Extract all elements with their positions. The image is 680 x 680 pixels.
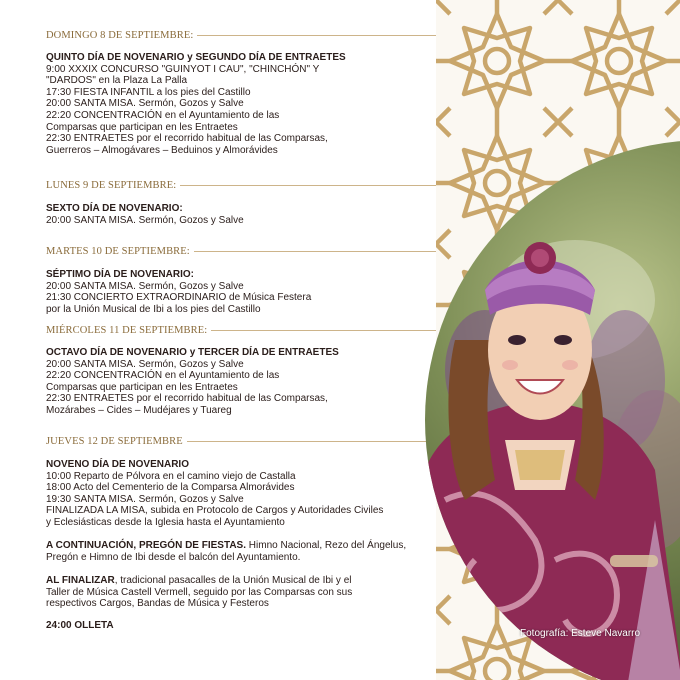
event-line: FINALIZADA LA MISA, subida en Protocolo de Cargos y Autoridades Civiles <box>46 505 384 517</box>
event-line: 18:00 Acto del Cementerio de la Comparsa Almorávides <box>46 482 295 494</box>
event-line: 9:00 XXXIX CONCURSO "GUINYOT I CAU", "CHINCHÓN" Y <box>46 63 320 75</box>
event-text: , tradicional pasacalles de la Unión Musical de Ibi y el <box>114 575 352 586</box>
day-header <box>46 325 440 336</box>
event-line <box>46 575 436 587</box>
event-line: 17:30 FIESTA INFANTIL a los pies del Castillo <box>46 86 251 98</box>
event-line: Comparsas que participan en les Entraetes <box>46 121 238 133</box>
event-line: "DARDOS" en la Plaza La Palla <box>46 75 188 87</box>
photo-credit: Fotografía: Esteve Navarro <box>520 628 641 639</box>
day-header <box>46 180 440 191</box>
event-title: A CONTINUACIÓN, PREGÓN DE FIESTAS. <box>46 540 247 551</box>
event-line: 21:30 CONCIERTO EXTRAORDINARIO de Música Festera <box>46 292 312 304</box>
day-block <box>46 203 436 226</box>
event-title: AL FINALIZAR <box>46 575 115 586</box>
day-header <box>46 246 440 257</box>
day-header <box>46 436 440 447</box>
day-block <box>46 459 436 529</box>
event-line: 20:00 SANTA MISA. Sermón, Gozos y Salve <box>46 358 244 370</box>
header-divider <box>197 35 440 36</box>
event-line: 20:00 SANTA MISA. Sermón, Gozos y Salve <box>46 98 244 110</box>
event-line: Taller de Música Castell Vermell, seguido por las Comparsas con sus <box>46 586 353 598</box>
event-line: 22:20 CONCENTRACIÓN en el Ayuntamiento de las <box>46 370 280 382</box>
header-divider <box>180 185 440 186</box>
event-title: SEXTO DÍA DE NOVENARIO: <box>46 203 183 214</box>
day-header-text: LUNES 9 DE SEPTIEMBRE: <box>46 180 177 191</box>
event-line: 20:00 SANTA MISA. Sermón, Gozos y Salve <box>46 214 244 226</box>
event-line: 10:00 Reparto de Pólvora en el camino viejo de Castalla <box>46 470 296 482</box>
event-title: NOVENO DÍA DE NOVENARIO <box>46 459 189 470</box>
event-title: 24:00 OLLETA <box>46 620 114 631</box>
event-line: Mozárabes – Cides – Mudéjares y Tuareg <box>46 404 232 416</box>
olleta-block <box>46 620 436 632</box>
event-line: 20:00 SANTA MISA. Sermón, Gozos y Salve <box>46 280 244 292</box>
event-title: QUINTO DÍA DE NOVENARIO y SEGUNDO DÍA DE ENTRAETES <box>46 52 346 63</box>
event-line: 22:20 CONCENTRACIÓN en el Ayuntamiento de las <box>46 109 280 121</box>
event-line: Guerreros – Almogávares – Beduinos y Almorávides <box>46 144 278 156</box>
day-block <box>46 347 436 417</box>
pregon-block <box>46 540 436 563</box>
event-line: Pregón e Himno de Ibi desde el balcón del Ayuntamiento. <box>46 551 301 563</box>
event-line: Comparsas que participan en les Entraetes <box>46 381 238 393</box>
day-header-text: JUEVES 12 DE SEPTIEMBRE <box>46 436 183 447</box>
day-block <box>46 269 436 315</box>
event-line: 22:30 ENTRAETES por el recorrido habitual de las Comparsas, <box>46 393 328 405</box>
header-divider <box>211 330 440 331</box>
event-line: 22:30 ENTRAETES por el recorrido habitual de las Comparsas, <box>46 133 328 145</box>
event-line: 19:30 SANTA MISA. Sermón, Gozos y Salve <box>46 493 244 505</box>
day-header-text: MARTES 10 DE SEPTIEMBRE: <box>46 246 190 257</box>
day-header-text: MIÉRCOLES 11 DE SEPTIEMBRE: <box>46 325 208 336</box>
event-line: por la Unión Musical de Ibi a los pies del Castillo <box>46 303 261 315</box>
event-line <box>46 540 436 552</box>
event-line: y Eclesiásticas desde la Iglesia hasta el Ayuntamiento <box>46 516 285 528</box>
day-header <box>46 30 440 41</box>
event-line: respectivos Cargos, Bandas de Música y Festeros <box>46 598 269 610</box>
event-text: Himno Nacional, Rezo del Ángelus, <box>246 540 407 551</box>
event-title: SÉPTIMO DÍA DE NOVENARIO: <box>46 269 194 280</box>
day-header-text: DOMINGO 8 DE SEPTIEMBRE: <box>46 30 194 41</box>
header-divider <box>187 441 440 442</box>
day-block <box>46 52 436 156</box>
header-divider <box>194 251 440 252</box>
pasacalles-block <box>46 575 436 610</box>
event-title: OCTAVO DÍA DE NOVENARIO y TERCER DÍA DE ENTRAETES <box>46 347 339 358</box>
